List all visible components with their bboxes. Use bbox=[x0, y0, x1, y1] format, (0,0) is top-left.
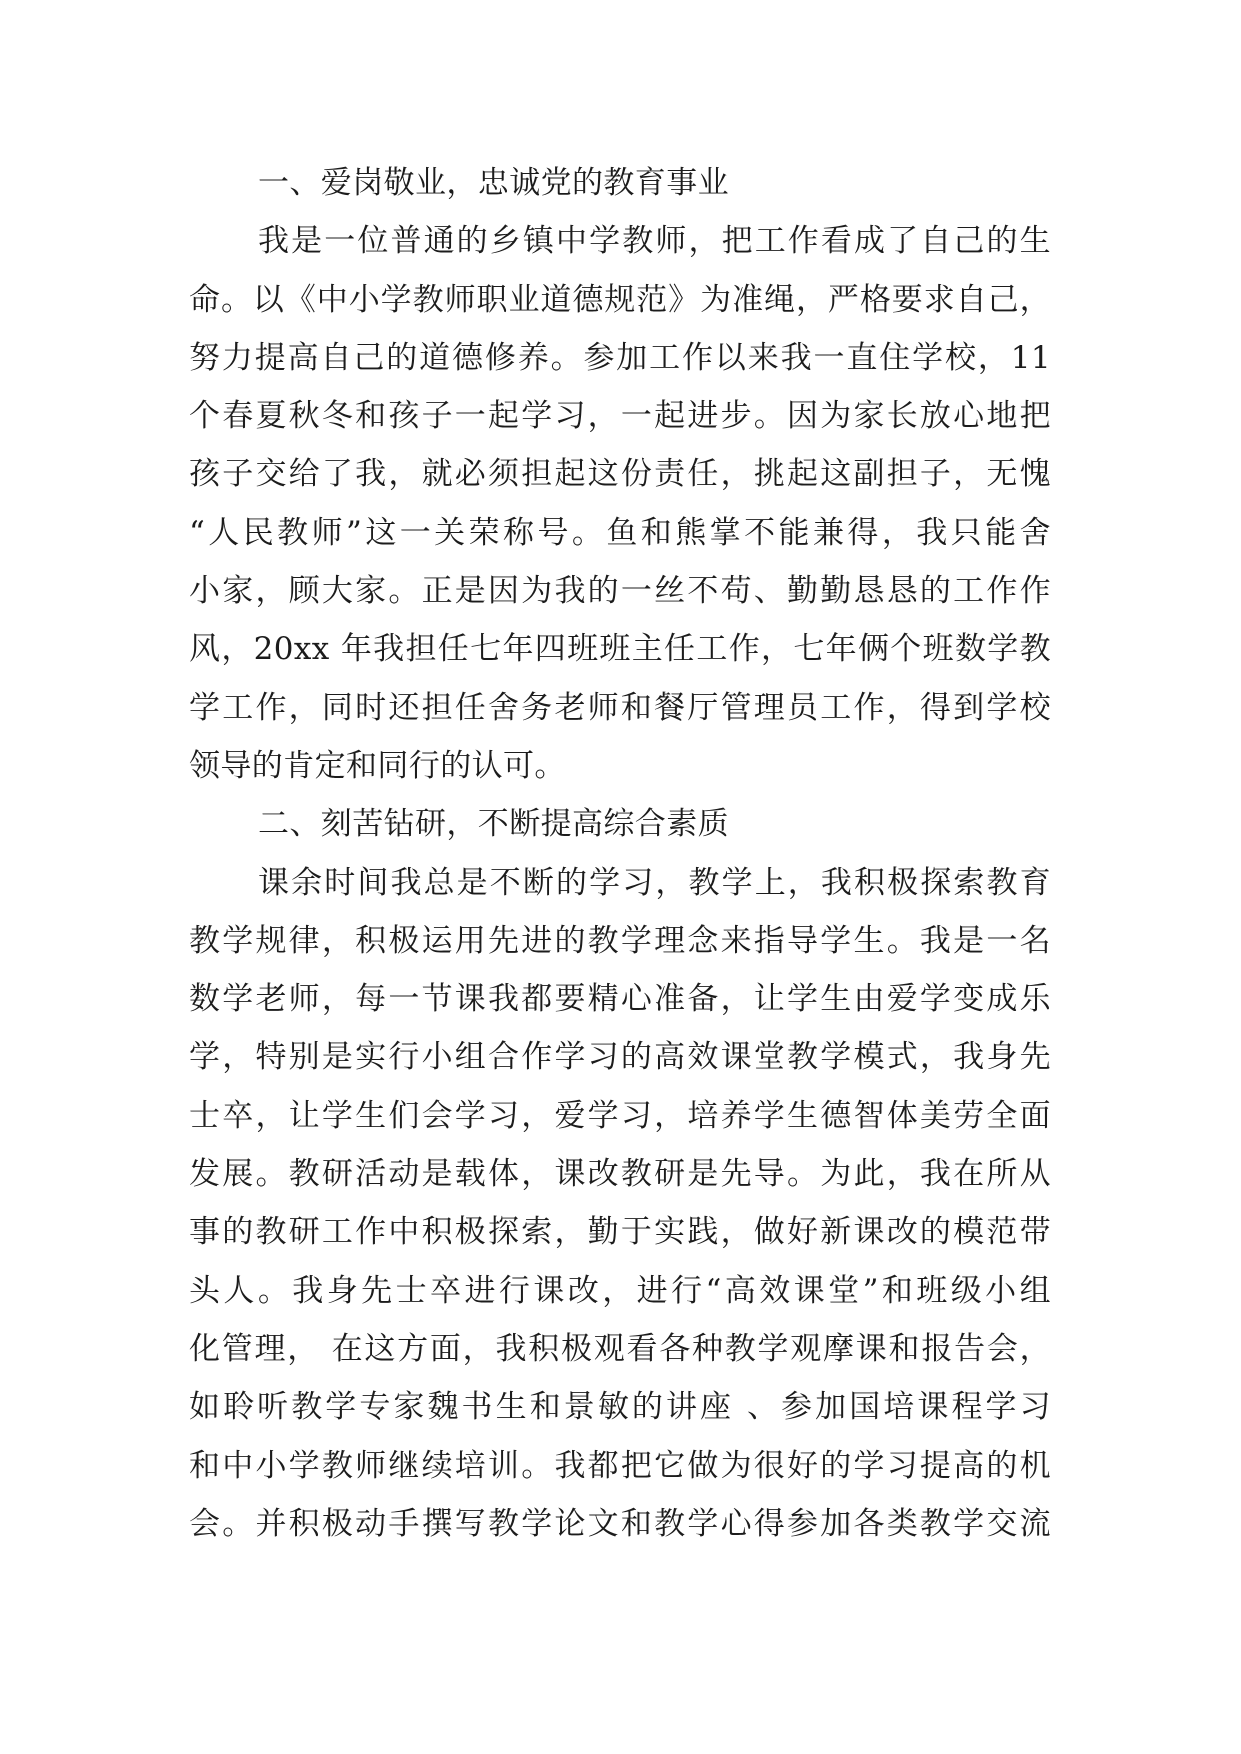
paragraph-line: 努力提高自己的道德修养。参加工作以来我一直住学校，11 bbox=[189, 339, 1051, 376]
section-heading-2: 二、刻苦钻研，不断提高综合素质 bbox=[258, 806, 729, 843]
paragraph-line: 学工作，同时还担任舍务老师和餐厅管理员工作，得到学校 bbox=[189, 689, 1051, 726]
paragraph-line: 教学规律，积极运用先进的教学理念来指导学生。我是一名 bbox=[189, 922, 1051, 959]
paragraph-line: “人民教师”这一关荣称号。鱼和熊掌不能兼得，我只能舍 bbox=[189, 514, 1051, 551]
paragraph-line: 个春夏秋冬和孩子一起学习，一起进步。因为家长放心地把 bbox=[189, 398, 1051, 435]
paragraph-line: 头人。我身先士卒进行课改，进行“高效课堂”和班级小组 bbox=[189, 1272, 1051, 1309]
paragraph-line: 士卒，让学生们会学习，爱学习，培养学生德智体美劳全面 bbox=[189, 1097, 1051, 1134]
section-heading-1: 一、爱岗敬业，忠诚党的教育事业 bbox=[258, 165, 729, 201]
paragraph-line: 小家，顾大家。正是因为我的一丝不苟、勤勤恳恳的工作作 bbox=[189, 573, 1051, 610]
paragraph-line: 我是一位普通的乡镇中学教师，把工作看成了自己的生 bbox=[258, 223, 1051, 260]
paragraph-line: 学，特别是实行小组合作学习的高效课堂教学模式，我身先 bbox=[189, 1039, 1051, 1076]
paragraph-line: 命。以《中小学教师职业道德规范》为准绳，严格要求自己， bbox=[189, 281, 1051, 318]
paragraph-line: 孩子交给了我，就必须担起这份责任，挑起这副担子，无愧 bbox=[189, 456, 1051, 493]
paragraph-line: 风，20xx 年我担任七年四班班主任工作，七年俩个班数学教 bbox=[189, 631, 1051, 668]
paragraph-line: 和中小学教师继续培训。我都把它做为很好的学习提高的机 bbox=[189, 1447, 1051, 1484]
paragraph-line: 事的教研工作中积极探索，勤于实践，做好新课改的模范带 bbox=[189, 1214, 1051, 1251]
document-body bbox=[189, 154, 1051, 1553]
paragraph-line: 课余时间我总是不断的学习，教学上，我积极探索教育 bbox=[258, 864, 1051, 901]
paragraph-line: 化管理， 在这方面，我积极观看各种教学观摩课和报告会， bbox=[189, 1330, 1051, 1367]
paragraph-line: 数学老师，每一节课我都要精心准备，让学生由爱学变成乐 bbox=[189, 981, 1051, 1018]
paragraph-line: 发展。教研活动是载体，课改教研是先导。为此，我在所从 bbox=[189, 1156, 1051, 1193]
paragraph-line: 领导的肯定和同行的认可。 bbox=[189, 747, 566, 784]
paragraph-line: 会。并积极动手撰写教学论文和教学心得参加各类教学交流 bbox=[189, 1505, 1051, 1542]
paragraph-line: 如聆听教学专家魏书生和景敏的讲座 、参加国培课程学习 bbox=[189, 1389, 1051, 1426]
